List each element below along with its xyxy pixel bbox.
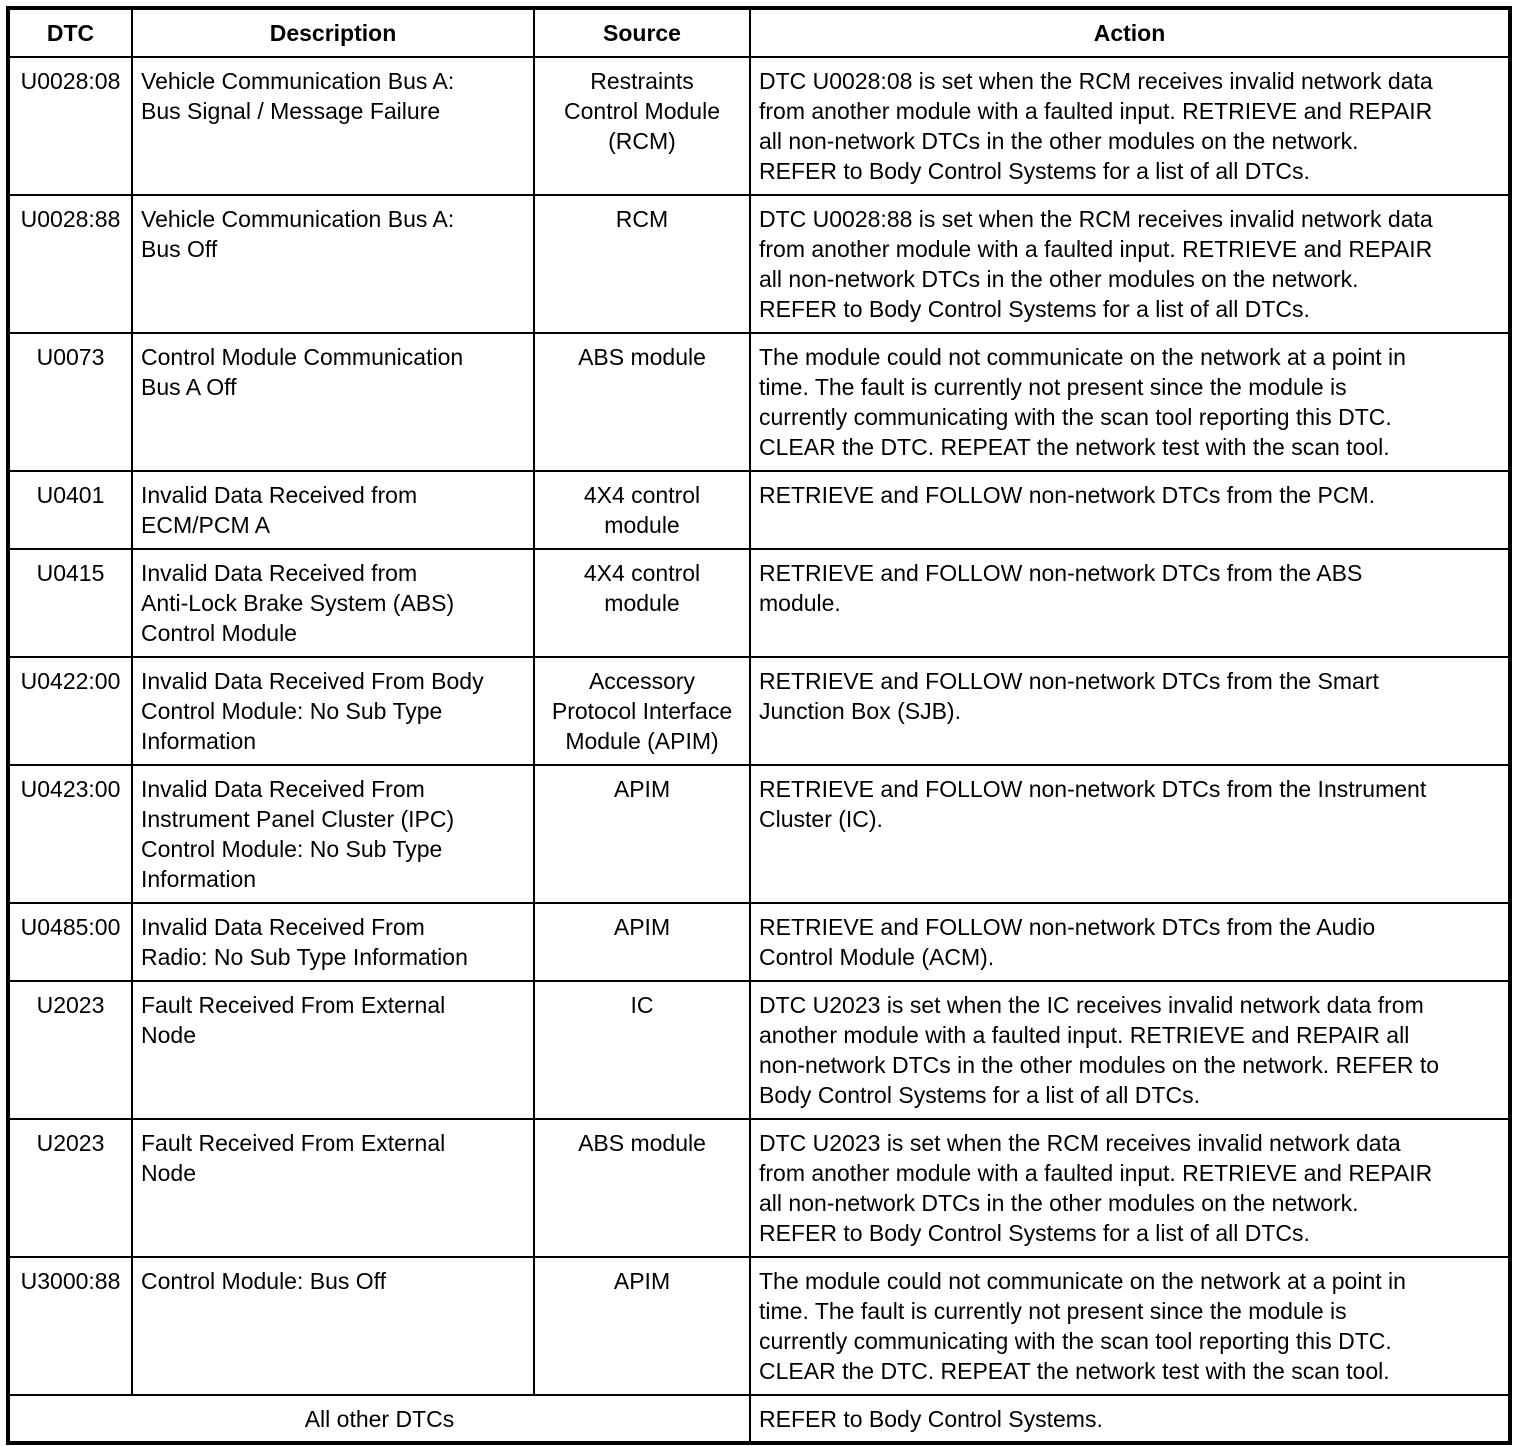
dtc-action: DTC U2023 is set when the IC receives invalid network data from another module with a faulted input. RETRIEVE and REPAIR all non-network DTCs in the other modules on the network. REFER to Body Control Systems for a list of all DTCs. [750,981,1510,1119]
dtc-code: U2023 [8,1119,132,1257]
dtc-code: U0422:00 [8,657,132,765]
table-row [8,471,1510,549]
dtc-description: Invalid Data Received From Body Control Module: No Sub Type Information [132,657,534,765]
table-row [8,981,1510,1119]
dtc-code: U0028:88 [8,195,132,333]
dtc-table [6,6,1512,1445]
table-row [8,903,1510,981]
dtc-description: Invalid Data Received From Radio: No Sub Type Information [132,903,534,981]
dtc-source: RCM [534,195,750,333]
dtc-action: DTC U0028:88 is set when the RCM receives invalid network data from another module with a faulted input. RETRIEVE and REPAIR all non-network DTCs in the other modules on the network. REFER to Body Control Systems for a list of all DTCs. [750,195,1510,333]
dtc-description: Vehicle Communication Bus A: Bus Off [132,195,534,333]
dtc-action: RETRIEVE and FOLLOW non-network DTCs from the Audio Control Module (ACM). [750,903,1510,981]
dtc-code: U0401 [8,471,132,549]
dtc-source: 4X4 control module [534,549,750,657]
dtc-source: 4X4 control module [534,471,750,549]
dtc-code: U0423:00 [8,765,132,903]
dtc-code: U3000:88 [8,1257,132,1395]
header-row [8,8,1510,57]
dtc-code: U0028:08 [8,57,132,195]
dtc-code: U0415 [8,549,132,657]
dtc-action: DTC U2023 is set when the RCM receives invalid network data from another module with a faulted input. RETRIEVE and REPAIR all non-network DTCs in the other modules on the network. REFER to Body Control Systems for a list of all DTCs. [750,1119,1510,1257]
table-row [8,333,1510,471]
table-row [8,1119,1510,1257]
table-row [8,195,1510,333]
dtc-description: Vehicle Communication Bus A: Bus Signal / Message Failure [132,57,534,195]
dtc-action: RETRIEVE and FOLLOW non-network DTCs from the Smart Junction Box (SJB). [750,657,1510,765]
dtc-action: The module could not communicate on the network at a point in time. The fault is currently not present since the module is currently communicating with the scan tool reporting this DTC. CLEAR the DTC. REPEAT the network test with the scan tool. [750,1257,1510,1395]
dtc-description: Control Module Communication Bus A Off [132,333,534,471]
dtc-code: U2023 [8,981,132,1119]
table-row [8,57,1510,195]
dtc-action: RETRIEVE and FOLLOW non-network DTCs from the Instrument Cluster (IC). [750,765,1510,903]
all-other-dtcs-label: All other DTCs [8,1395,750,1443]
header-description: Description [132,8,534,57]
dtc-description: Fault Received From External Node [132,1119,534,1257]
dtc-action: The module could not communicate on the network at a point in time. The fault is currently not present since the module is currently communicating with the scan tool reporting this DTC. CLEAR the DTC. REPEAT the network test with the scan tool. [750,333,1510,471]
table-row [8,765,1510,903]
table-row [8,1257,1510,1395]
dtc-source: APIM [534,1257,750,1395]
header-source: Source [534,8,750,57]
header-dtc: DTC [8,8,132,57]
table-row [8,657,1510,765]
dtc-action: DTC U0028:08 is set when the RCM receives invalid network data from another module with a faulted input. RETRIEVE and REPAIR all non-network DTCs in the other modules on the network. REFER to Body Control Systems for a list of all DTCs. [750,57,1510,195]
header-action: Action [750,8,1510,57]
footer-row [8,1395,1510,1443]
dtc-description: Invalid Data Received from ECM/PCM A [132,471,534,549]
dtc-action: RETRIEVE and FOLLOW non-network DTCs from the PCM. [750,471,1510,549]
dtc-source: Restraints Control Module (RCM) [534,57,750,195]
dtc-action: RETRIEVE and FOLLOW non-network DTCs from the ABS module. [750,549,1510,657]
dtc-source: ABS module [534,333,750,471]
table-row [8,549,1510,657]
dtc-description: Fault Received From External Node [132,981,534,1119]
dtc-source: APIM [534,765,750,903]
dtc-description: Invalid Data Received From Instrument Panel Cluster (IPC) Control Module: No Sub Type Information [132,765,534,903]
dtc-source: APIM [534,903,750,981]
dtc-source: IC [534,981,750,1119]
dtc-description: Invalid Data Received from Anti-Lock Brake System (ABS) Control Module [132,549,534,657]
dtc-description: Control Module: Bus Off [132,1257,534,1395]
dtc-code: U0485:00 [8,903,132,981]
all-other-dtcs-action: REFER to Body Control Systems. [750,1395,1510,1443]
dtc-source: ABS module [534,1119,750,1257]
dtc-code: U0073 [8,333,132,471]
dtc-source: Accessory Protocol Interface Module (APIM) [534,657,750,765]
